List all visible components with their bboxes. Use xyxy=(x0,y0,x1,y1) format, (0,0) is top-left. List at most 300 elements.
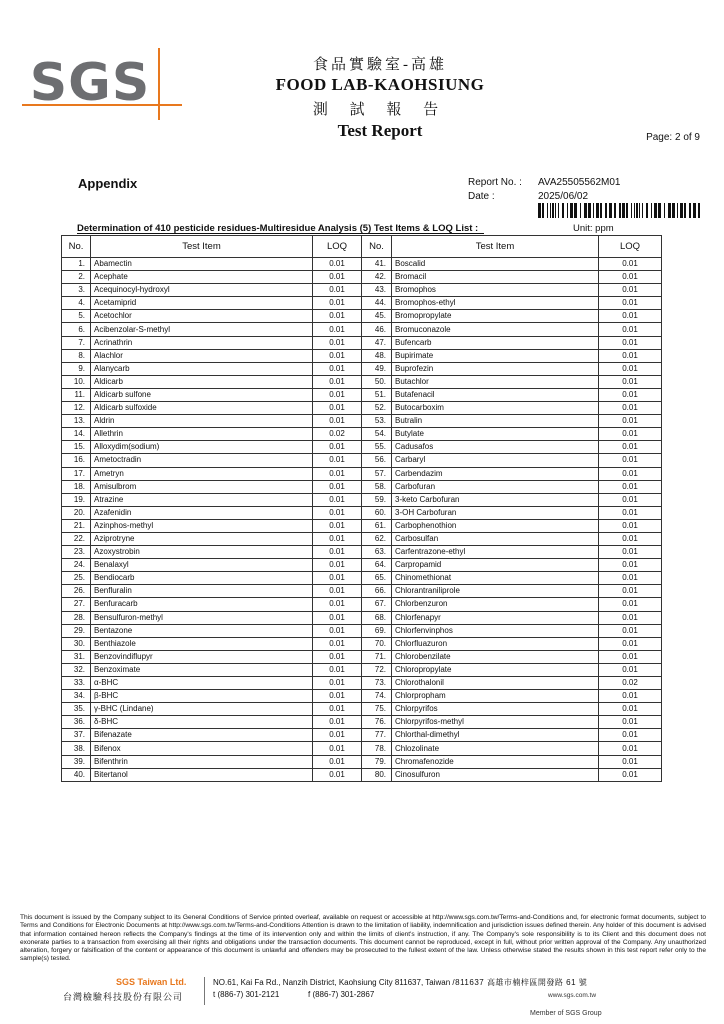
loq-value: 0.01 xyxy=(599,310,662,323)
barcode-bar xyxy=(574,203,577,218)
loq-value: 0.01 xyxy=(313,585,362,598)
table-row xyxy=(62,441,662,454)
loq-value: 0.01 xyxy=(313,546,362,559)
fax: f (886-7) 301-2867 xyxy=(308,990,375,999)
loq-value: 0.01 xyxy=(313,768,362,781)
table-row xyxy=(62,402,662,415)
table-row xyxy=(62,375,662,388)
loq-table xyxy=(61,235,662,782)
loq-value: 0.01 xyxy=(313,532,362,545)
table-row xyxy=(62,388,662,401)
col-header-no: No. xyxy=(62,236,91,258)
loq-value: 0.01 xyxy=(313,454,362,467)
table-row xyxy=(62,415,662,428)
barcode-bar xyxy=(570,203,573,218)
test-item: γ-BHC (Lindane) xyxy=(91,703,313,716)
barcode-bar xyxy=(614,203,616,218)
test-item: Bromuconazole xyxy=(392,323,599,336)
member-of-sgs-group: Member of SGS Group xyxy=(530,1010,602,1017)
barcode-bar xyxy=(562,203,564,218)
row-number: 18. xyxy=(62,480,91,493)
col-header-item: Test Item xyxy=(392,236,599,258)
test-item: Acequinocyl-hydroxyl xyxy=(91,284,313,297)
loq-value: 0.01 xyxy=(313,690,362,703)
footer-divider xyxy=(204,977,205,1005)
loq-value: 0.01 xyxy=(313,336,362,349)
barcode-bar xyxy=(584,203,587,218)
barcode-bar xyxy=(651,203,652,218)
test-item: Bitertanol xyxy=(91,768,313,781)
loq-value: 0.01 xyxy=(313,506,362,519)
loq-value: 0.01 xyxy=(313,402,362,415)
row-number: 60. xyxy=(362,506,392,519)
test-item: Benthiazole xyxy=(91,637,313,650)
barcode-bar xyxy=(698,203,700,218)
loq-value: 0.01 xyxy=(313,284,362,297)
row-number: 43. xyxy=(362,284,392,297)
table-row xyxy=(62,585,662,598)
row-number: 13. xyxy=(62,415,91,428)
test-item: Chloropropylate xyxy=(392,663,599,676)
telephone: t (886-7) 301-2121 xyxy=(213,990,280,999)
row-number: 52. xyxy=(362,402,392,415)
row-number: 51. xyxy=(362,388,392,401)
row-number: 63. xyxy=(362,546,392,559)
table-row xyxy=(62,611,662,624)
table-row xyxy=(62,493,662,506)
row-number: 39. xyxy=(62,755,91,768)
loq-value: 0.01 xyxy=(599,297,662,310)
test-item: Chlorfenvinphos xyxy=(392,624,599,637)
row-number: 17. xyxy=(62,467,91,480)
loq-value: 0.01 xyxy=(599,755,662,768)
test-item: Chlozolinate xyxy=(392,742,599,755)
date-label: Date : xyxy=(468,191,495,202)
loq-value: 0.01 xyxy=(313,611,362,624)
row-number: 30. xyxy=(62,637,91,650)
row-number: 61. xyxy=(362,519,392,532)
table-caption: Determination of 410 pesticide residues-Multiresidue Analysis (5) Test Items & LOQ List : xyxy=(77,223,479,234)
test-item: Carbosulfan xyxy=(392,532,599,545)
table-row xyxy=(62,768,662,781)
test-item: Bromophos xyxy=(392,284,599,297)
row-number: 34. xyxy=(62,690,91,703)
row-number: 75. xyxy=(362,703,392,716)
loq-value: 0.01 xyxy=(599,349,662,362)
address-en: NO.61, Kai Fa Rd., Nanzih District, Kaohsiung City 811637, Taiwan xyxy=(213,978,451,987)
loq-value: 0.01 xyxy=(599,506,662,519)
barcode-bar xyxy=(558,203,559,218)
loq-value: 0.01 xyxy=(313,297,362,310)
test-item: Bromacil xyxy=(392,271,599,284)
appendix-title: Appendix xyxy=(78,176,138,191)
table-row xyxy=(62,297,662,310)
address-cn: /811637 高雄市楠梓區開發路 61 號 xyxy=(452,978,588,987)
test-item: 3-OH Carbofuran xyxy=(392,506,599,519)
test-item: Chlorpyrifos-methyl xyxy=(392,716,599,729)
test-item: Benalaxyl xyxy=(91,559,313,572)
row-number: 27. xyxy=(62,598,91,611)
table-row xyxy=(62,519,662,532)
loq-value: 0.01 xyxy=(313,467,362,480)
loq-value: 0.01 xyxy=(599,258,662,271)
loq-value: 0.01 xyxy=(599,572,662,585)
disclaimer-text: This document is issued by the Company subject to its General Conditions of Service printed overleaf, available on request or accessible at http://www.sgs.com.tw/Terms-and-Conditions and, for electronic format documents, subject to Terms and Conditions for Electronic Documents at http://www.sgs.com.tw/Terms-and-Conditions Attention is drawn to the limitation of liability, indemnification and jurisdiction issues defined therein. Any holder of this document is advised that information contained hereon reflects the Company's findings at the time of its intervention only and within the limits of client's instruction, if any. The Company's sole responsibility is to its Client and this document does not exonerate parties to a transaction from exercising all their rights and obligations under the transaction documents. This document cannot be reproduced, except in full, without prior written approval of the Company. Any unauthorized alteration, forgery or falsification of the content or appearance of this document is unlawful and offenders may be prosecuted to the fullest extent of the law. Unless otherwise stated the results shown in this test report refer only to the sample(s) tested. xyxy=(20,914,706,963)
loq-value: 0.01 xyxy=(599,467,662,480)
page-number: Page: 2 of 9 xyxy=(646,132,700,143)
table-row xyxy=(62,755,662,768)
row-number: 8. xyxy=(62,349,91,362)
loq-value: 0.01 xyxy=(599,729,662,742)
row-number: 1. xyxy=(62,258,91,271)
loq-value: 0.01 xyxy=(599,559,662,572)
loq-value: 0.01 xyxy=(313,742,362,755)
row-number: 44. xyxy=(362,297,392,310)
loq-value: 0.01 xyxy=(313,637,362,650)
table-row xyxy=(62,624,662,637)
row-number: 41. xyxy=(362,258,392,271)
test-item: δ-BHC xyxy=(91,716,313,729)
row-number: 38. xyxy=(62,742,91,755)
test-item: Carbaryl xyxy=(392,454,599,467)
table-row xyxy=(62,650,662,663)
barcode-bar xyxy=(619,203,621,218)
loq-value: 0.01 xyxy=(599,480,662,493)
test-item: Acetamiprid xyxy=(91,297,313,310)
col-header-loq: LOQ xyxy=(313,236,362,258)
test-item: Boscalid xyxy=(392,258,599,271)
col-header-no: No. xyxy=(362,236,392,258)
barcode-icon xyxy=(538,203,702,218)
test-item: Aziprotryne xyxy=(91,532,313,545)
test-item: Cadusafos xyxy=(392,441,599,454)
loq-value: 0.01 xyxy=(599,637,662,650)
loq-value: 0.01 xyxy=(313,559,362,572)
test-item: Atrazine xyxy=(91,493,313,506)
table-row xyxy=(62,480,662,493)
test-item: Chlorfenapyr xyxy=(392,611,599,624)
barcode-bar xyxy=(555,203,556,218)
loq-value: 0.01 xyxy=(599,336,662,349)
test-item: Azafenidin xyxy=(91,506,313,519)
barcode-bar xyxy=(550,203,551,218)
row-number: 29. xyxy=(62,624,91,637)
test-item: Azoxystrobin xyxy=(91,546,313,559)
row-number: 11. xyxy=(62,388,91,401)
loq-value: 0.01 xyxy=(313,755,362,768)
loq-value: 0.01 xyxy=(599,284,662,297)
barcode-bar xyxy=(642,203,643,218)
table-row xyxy=(62,742,662,755)
table-row xyxy=(62,677,662,690)
row-number: 50. xyxy=(362,375,392,388)
loq-value: 0.01 xyxy=(313,480,362,493)
loq-value: 0.01 xyxy=(599,454,662,467)
row-number: 22. xyxy=(62,532,91,545)
test-item: 3-keto Carbofuran xyxy=(392,493,599,506)
loq-value: 0.01 xyxy=(599,716,662,729)
test-item: Alanycarb xyxy=(91,362,313,375)
test-item: α-BHC xyxy=(91,677,313,690)
test-item: Butralin xyxy=(392,415,599,428)
date-value: 2025/06/02 xyxy=(538,191,589,202)
test-item: Aldicarb sulfoxide xyxy=(91,402,313,415)
lab-name-en: FOOD LAB-KAOHSIUNG xyxy=(275,75,485,94)
test-item: Chlorbenzuron xyxy=(392,598,599,611)
row-number: 70. xyxy=(362,637,392,650)
table-row xyxy=(62,258,662,271)
row-number: 57. xyxy=(362,467,392,480)
lab-name-cn: 食品實驗室-高雄 xyxy=(313,57,447,73)
row-number: 67. xyxy=(362,598,392,611)
loq-value: 0.01 xyxy=(313,388,362,401)
test-item: Bromopropylate xyxy=(392,310,599,323)
test-item: Butafenacil xyxy=(392,388,599,401)
row-number: 62. xyxy=(362,532,392,545)
row-number: 65. xyxy=(362,572,392,585)
barcode-bar xyxy=(680,203,683,218)
loq-value: 0.01 xyxy=(599,519,662,532)
table-row xyxy=(62,716,662,729)
barcode-bar xyxy=(639,203,640,218)
table-row xyxy=(62,271,662,284)
barcode-bar xyxy=(596,203,599,218)
table-row xyxy=(62,729,662,742)
row-number: 71. xyxy=(362,650,392,663)
row-number: 47. xyxy=(362,336,392,349)
row-number: 58. xyxy=(362,480,392,493)
svg-text:SGS: SGS xyxy=(29,53,151,113)
loq-value: 0.01 xyxy=(599,650,662,663)
barcode-bar xyxy=(631,203,632,218)
barcode-bar xyxy=(672,203,675,218)
row-number: 4. xyxy=(62,297,91,310)
test-item: Allethrin xyxy=(91,428,313,441)
loq-value: 0.01 xyxy=(313,441,362,454)
test-item: Carfentrazone-ethyl xyxy=(392,546,599,559)
row-number: 20. xyxy=(62,506,91,519)
loq-value: 0.01 xyxy=(599,742,662,755)
row-number: 79. xyxy=(362,755,392,768)
sgs-logo xyxy=(22,48,182,120)
row-number: 23. xyxy=(62,546,91,559)
row-number: 37. xyxy=(62,729,91,742)
barcode-bar xyxy=(547,203,548,218)
table-row xyxy=(62,572,662,585)
loq-value: 0.01 xyxy=(599,362,662,375)
website-link[interactable]: www.sgs.com.tw xyxy=(548,992,597,999)
row-number: 59. xyxy=(362,493,392,506)
table-row xyxy=(62,336,662,349)
test-item: Bifenox xyxy=(91,742,313,755)
test-item: Chlorthal-dimethyl xyxy=(392,729,599,742)
row-number: 31. xyxy=(62,650,91,663)
barcode xyxy=(538,203,702,218)
barcode-bar xyxy=(636,203,638,218)
row-number: 49. xyxy=(362,362,392,375)
company-address xyxy=(213,977,587,988)
row-number: 55. xyxy=(362,441,392,454)
table-row xyxy=(62,349,662,362)
loq-value: 0.01 xyxy=(599,271,662,284)
test-item: Chlorpyrifos xyxy=(392,703,599,716)
caption-underline xyxy=(77,233,484,234)
barcode-bar xyxy=(634,203,635,218)
barcode-bar xyxy=(567,203,568,218)
row-number: 69. xyxy=(362,624,392,637)
row-number: 66. xyxy=(362,585,392,598)
loq-value: 0.01 xyxy=(313,716,362,729)
report-no-value: AVA25505562M01 xyxy=(538,177,621,188)
row-number: 26. xyxy=(62,585,91,598)
report-title-en: Test Report xyxy=(337,121,423,140)
barcode-bar xyxy=(600,203,602,218)
row-number: 5. xyxy=(62,310,91,323)
test-item: Chlorantraniliprole xyxy=(392,585,599,598)
row-number: 40. xyxy=(62,768,91,781)
loq-value: 0.01 xyxy=(313,271,362,284)
loq-value: 0.01 xyxy=(599,532,662,545)
loq-value: 0.01 xyxy=(599,768,662,781)
test-item: Butocarboxim xyxy=(392,402,599,415)
row-number: 24. xyxy=(62,559,91,572)
row-number: 45. xyxy=(362,310,392,323)
table-row xyxy=(62,467,662,480)
table-row xyxy=(62,559,662,572)
test-item: Acetochlor xyxy=(91,310,313,323)
barcode-bar xyxy=(654,203,657,218)
row-number: 72. xyxy=(362,663,392,676)
test-item: Cinosulfuron xyxy=(392,768,599,781)
row-number: 78. xyxy=(362,742,392,755)
row-number: 36. xyxy=(62,716,91,729)
test-item: Bentazone xyxy=(91,624,313,637)
loq-value: 0.01 xyxy=(313,362,362,375)
barcode-bar xyxy=(588,203,591,218)
test-item: Carbendazim xyxy=(392,467,599,480)
sgs-logo-mark xyxy=(22,48,182,120)
test-item: Benfuracarb xyxy=(91,598,313,611)
loq-value: 0.01 xyxy=(313,415,362,428)
loq-value: 0.01 xyxy=(313,624,362,637)
test-item: Chlorothalonil xyxy=(392,677,599,690)
row-number: 10. xyxy=(62,375,91,388)
row-number: 77. xyxy=(362,729,392,742)
test-item: Benzoximate xyxy=(91,663,313,676)
barcode-bar xyxy=(668,203,671,218)
test-item: Alachlor xyxy=(91,349,313,362)
test-item: Azinphos-methyl xyxy=(91,519,313,532)
test-item: Butylate xyxy=(392,428,599,441)
loq-value: 0.01 xyxy=(313,349,362,362)
loq-value: 0.01 xyxy=(599,388,662,401)
row-number: 64. xyxy=(362,559,392,572)
loq-value: 0.01 xyxy=(599,598,662,611)
loq-value: 0.01 xyxy=(313,677,362,690)
test-item: Chinomethionat xyxy=(392,572,599,585)
row-number: 25. xyxy=(62,572,91,585)
report-title-cn: 測 試 報 告 xyxy=(312,102,448,118)
row-number: 80. xyxy=(362,768,392,781)
test-item: Chromafenozide xyxy=(392,755,599,768)
test-item: Bensulfuron-methyl xyxy=(91,611,313,624)
row-number: 76. xyxy=(362,716,392,729)
test-item: Amisulbrom xyxy=(91,480,313,493)
loq-value: 0.01 xyxy=(313,703,362,716)
table-row xyxy=(62,532,662,545)
loq-value: 0.01 xyxy=(313,310,362,323)
loq-value: 0.01 xyxy=(599,323,662,336)
row-number: 21. xyxy=(62,519,91,532)
test-item: Bufencarb xyxy=(392,336,599,349)
loq-value: 0.01 xyxy=(313,729,362,742)
row-number: 53. xyxy=(362,415,392,428)
test-item: Benfluralin xyxy=(91,585,313,598)
loq-value: 0.01 xyxy=(599,546,662,559)
test-item: Abamectin xyxy=(91,258,313,271)
row-number: 28. xyxy=(62,611,91,624)
test-item: Buprofezin xyxy=(392,362,599,375)
barcode-bar xyxy=(542,203,544,218)
loq-value: 0.01 xyxy=(599,428,662,441)
row-number: 35. xyxy=(62,703,91,716)
barcode-bar xyxy=(693,203,696,218)
test-item: Aldicarb xyxy=(91,375,313,388)
row-number: 42. xyxy=(362,271,392,284)
row-number: 33. xyxy=(62,677,91,690)
loq-value: 0.01 xyxy=(313,572,362,585)
row-number: 73. xyxy=(362,677,392,690)
test-item: Chlorobenzilate xyxy=(392,650,599,663)
col-header-item: Test Item xyxy=(91,236,313,258)
row-number: 54. xyxy=(362,428,392,441)
barcode-bar xyxy=(609,203,612,218)
test-item: Carbophenothion xyxy=(392,519,599,532)
barcode-bar xyxy=(677,203,678,218)
barcode-bar xyxy=(552,203,554,218)
loq-value: 0.01 xyxy=(599,611,662,624)
test-item: Benzovindiflupyr xyxy=(91,650,313,663)
report-no-line xyxy=(468,177,620,188)
test-item: Aldicarb sulfone xyxy=(91,388,313,401)
test-item: Ametoctradin xyxy=(91,454,313,467)
test-item: Alloxydim(sodium) xyxy=(91,441,313,454)
table-row xyxy=(62,428,662,441)
test-item: Butachlor xyxy=(392,375,599,388)
table-row xyxy=(62,690,662,703)
loq-value: 0.01 xyxy=(599,441,662,454)
row-number: 32. xyxy=(62,663,91,676)
table-row xyxy=(62,663,662,676)
loq-value: 0.01 xyxy=(599,402,662,415)
barcode-bar xyxy=(538,203,541,218)
test-item: Bifenazate xyxy=(91,729,313,742)
company-name-cn: 台灣檢驗科技股份有限公司 xyxy=(63,992,184,1002)
row-number: 15. xyxy=(62,441,91,454)
barcode-bar xyxy=(622,203,625,218)
test-item: Chlorfluazuron xyxy=(392,637,599,650)
loq-value: 0.01 xyxy=(599,493,662,506)
test-item: β-BHC xyxy=(91,690,313,703)
test-item: Carpropamid xyxy=(392,559,599,572)
loq-value: 0.01 xyxy=(599,624,662,637)
barcode-bar xyxy=(664,203,665,218)
row-number: 16. xyxy=(62,454,91,467)
loq-value: 0.01 xyxy=(313,519,362,532)
row-number: 46. xyxy=(362,323,392,336)
loq-value: 0.01 xyxy=(599,585,662,598)
row-number: 12. xyxy=(62,402,91,415)
